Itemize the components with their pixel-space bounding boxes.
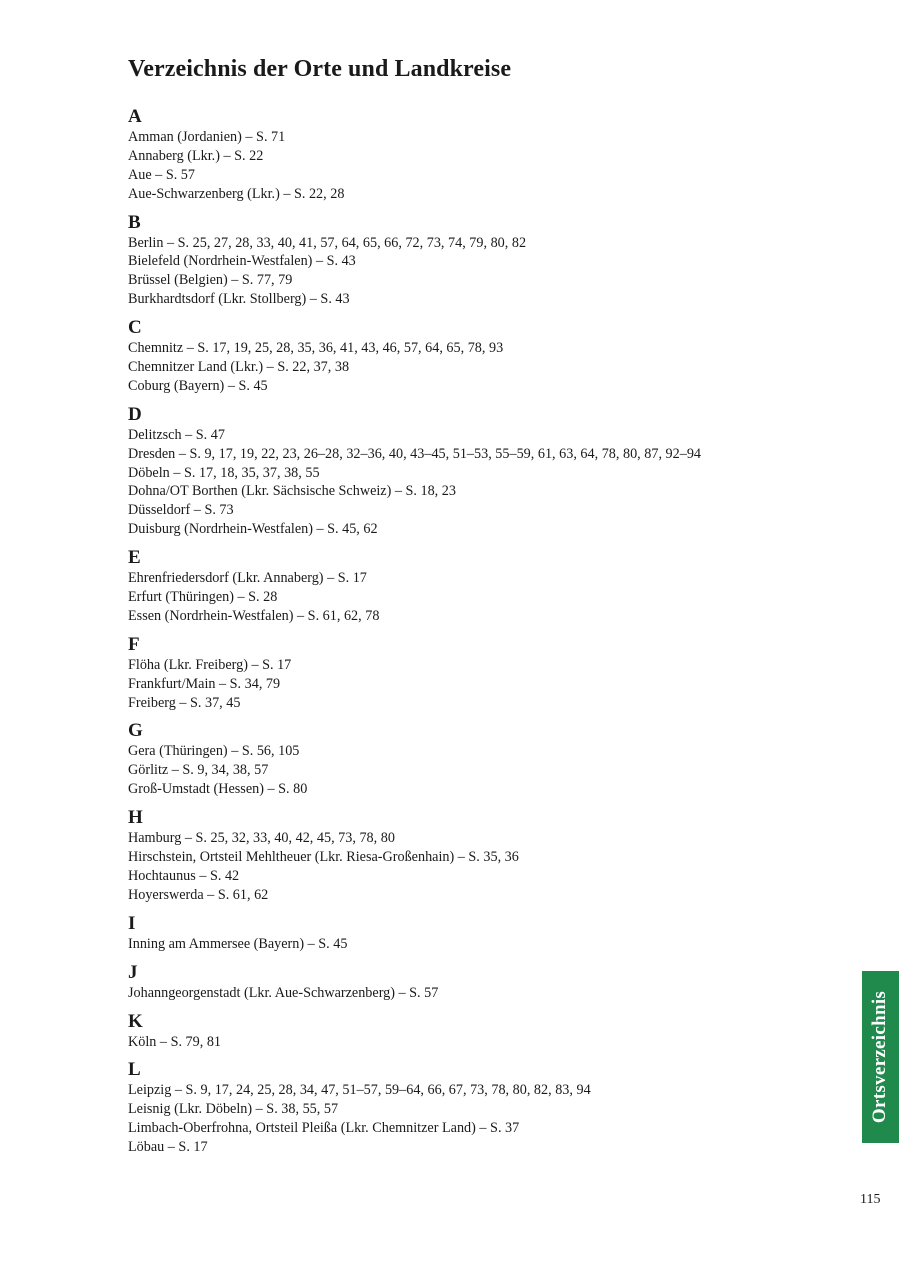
index-section-a [128,106,828,204]
entry-list [128,1081,828,1157]
index-entry: Frankfurt/Main – S. 34, 79 [128,675,281,692]
section-letter: I [128,912,136,934]
section-letter: K [128,1010,143,1032]
index-entry: Hoyerswerda – S. 61, 62 [128,886,269,903]
index-entry: Brüssel (Belgien) – S. 77, 79 [128,272,293,289]
section-letter: B [128,211,141,233]
index-entry: Erfurt (Thüringen) – S. 28 [128,589,278,606]
index-entry: Dohna/OT Borthen (Lkr. Sächsische Schweiz) – S. 18, 23 [128,483,456,500]
index-section-h [128,807,828,905]
index-entry: Hamburg – S. 25, 32, 33, 40, 42, 45, 73, 78, 80 [128,830,395,847]
section-letter: F [128,633,140,655]
index-entry: Köln – S. 79, 81 [128,1033,222,1050]
index-entry: Freiberg – S. 37, 45 [128,694,241,711]
index-entry: Hochtaunus – S. 42 [128,867,240,884]
index-entry: Düsseldorf – S. 73 [128,502,234,519]
index-section-d [128,404,828,539]
page-title: Verzeichnis der Orte und Landkreise [128,56,512,82]
index-section-l [128,1059,828,1157]
section-side-tab [862,971,899,1143]
index-section-b [128,212,828,310]
index-entry: Chemnitz – S. 17, 19, 25, 28, 35, 36, 41, 43, 46, 57, 64, 65, 78, 93 [128,340,504,357]
section-letter: H [128,807,143,829]
index-entry: Delitzsch – S. 47 [128,426,225,443]
index-section-e [128,547,828,626]
entry-list [128,339,828,396]
section-letter: A [128,106,142,127]
index-section-f [128,634,828,713]
index-entry: Essen (Nordrhein-Westfalen) – S. 61, 62, 78 [128,607,380,624]
index-entry: Aue-Schwarzenberg (Lkr.) – S. 22, 28 [128,185,345,202]
index-entry: Groß-Umstadt (Hessen) – S. 80 [128,781,308,798]
section-letter: J [128,961,138,983]
side-tab-label: Ortsverzeichnis [869,990,891,1124]
section-letter: C [128,317,142,339]
index-section-k [128,1011,828,1052]
index-entry: Limbach-Oberfrohna, Ortsteil Pleißa (Lkr. Chemnitzer Land) – S. 37 [128,1120,520,1137]
section-letter: D [128,403,142,425]
section-letter: G [128,720,143,742]
index-entry: Löbau – S. 17 [128,1139,208,1156]
index-entry: Dresden – S. 9, 17, 19, 22, 23, 26–28, 32–36, 40, 43–45, 51–53, 55–59, 61, 63, 64, 78, 80, 87, 92–94 [128,445,702,462]
entry-list [128,656,828,713]
index-entry: Bielefeld (Nordrhein-Westfalen) – S. 43 [128,253,356,270]
index-entry: Leisnig (Lkr. Döbeln) – S. 38, 55, 57 [128,1101,339,1118]
section-letter: E [128,547,141,569]
index-entry: Flöha (Lkr. Freiberg) – S. 17 [128,656,292,673]
entry-list [128,935,828,954]
index-entry: Görlitz – S. 9, 34, 38, 57 [128,762,269,779]
section-letter: L [128,1059,141,1081]
index-entry: Hirschstein, Ortsteil Mehltheuer (Lkr. Riesa-Großenhain) – S. 35, 36 [128,849,519,866]
index-entry: Amman (Jordanien) – S. 71 [128,129,286,145]
index-section-g [128,720,828,799]
index-entry: Ehrenfriedersdorf (Lkr. Annaberg) – S. 17 [128,570,367,587]
index-entry: Gera (Thüringen) – S. 56, 105 [128,743,300,760]
entry-list [128,984,828,1003]
index-entry: Leipzig – S. 9, 17, 24, 25, 28, 34, 47, 51–57, 59–64, 66, 67, 73, 78, 80, 82, 83, 94 [128,1082,591,1099]
index-entry: Aue – S. 57 [128,166,195,183]
index-entry: Annaberg (Lkr.) – S. 22 [128,147,264,164]
index-entry: Inning am Ammersee (Bayern) – S. 45 [128,935,348,952]
index-section-i [128,913,828,954]
entry-list [128,1033,828,1052]
entry-list [128,829,828,905]
index-entry: Burkhardtsdorf (Lkr. Stollberg) – S. 43 [128,291,350,308]
entry-list [128,128,828,204]
index-entry: Coburg (Bayern) – S. 45 [128,377,268,394]
entry-list [128,426,828,539]
place-index [128,106,828,1165]
index-entry: Johanngeorgenstadt (Lkr. Aue-Schwarzenberg) – S. 57 [128,984,439,1001]
page-number: 115 [860,1192,881,1207]
index-entry: Döbeln – S. 17, 18, 35, 37, 38, 55 [128,464,320,481]
index-entry: Duisburg (Nordrhein-Westfalen) – S. 45, 62 [128,521,378,538]
index-entry: Berlin – S. 25, 27, 28, 33, 40, 41, 57, 64, 65, 66, 72, 73, 74, 79, 80, 82 [128,234,527,251]
entry-list [128,742,828,799]
index-entry: Chemnitzer Land (Lkr.) – S. 22, 37, 38 [128,359,350,376]
index-section-c [128,317,828,396]
entry-list [128,569,828,626]
index-section-j [128,962,828,1003]
entry-list [128,234,828,310]
